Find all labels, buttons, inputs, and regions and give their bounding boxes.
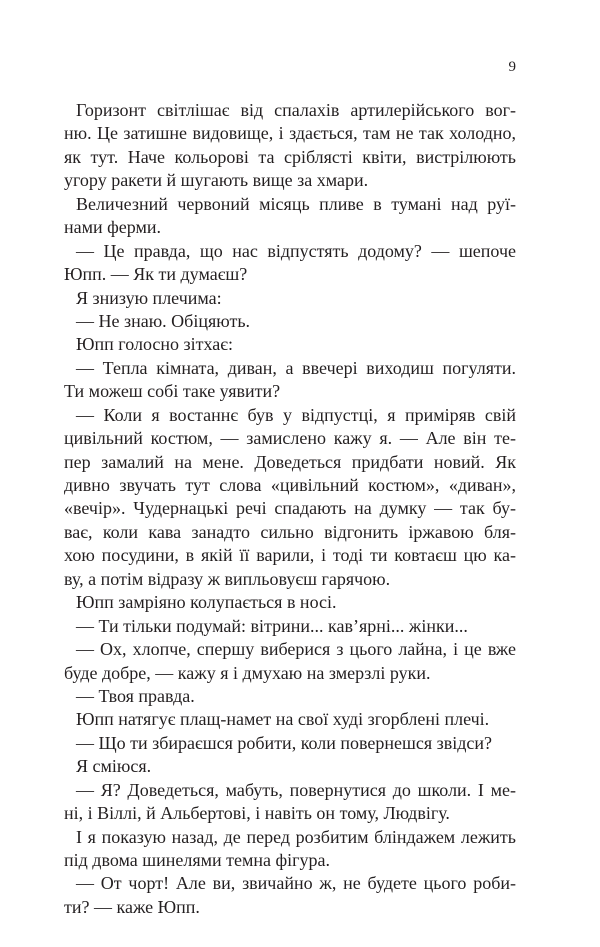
text-line: — Не знаю. Обіцяють.: [76, 310, 251, 331]
text-line: Я знизую плечима:: [76, 287, 222, 308]
text-line: Я сміюся.: [76, 756, 152, 777]
text-line: пер замалий на мене. Доведеться придбати новий. Як: [64, 451, 516, 472]
text-line: «вечір». Чудернацькі речі спадають на думку — так бу-: [64, 498, 516, 519]
text-line: — Коли я востаннє був у відпустці, я приміряв свій: [76, 404, 516, 425]
text-line: — Що ти збираєшся робити, коли повернешся звідси?: [76, 732, 493, 753]
text-line: — Твоя правда.: [76, 685, 195, 706]
text-line: дивно звучать тут слова «цивільний костюм», «диван»,: [64, 475, 516, 495]
text-line: — Тепла кімната, диван, а ввечері виходиш погуляти.: [76, 357, 516, 378]
text-line: буде добре, — кажу я і дмухаю на змерзлі руки.: [64, 662, 431, 683]
text-line: — Ох, хлопче, спершу виберися з цього лайна, і це вже: [76, 639, 516, 660]
text-line: — Ти тільки подумай: вітрини... кав’ярні... жінки...: [76, 615, 468, 636]
text-line: хою посудини, в якій її варили, і тоді ти ковтаєш цю ка-: [64, 545, 516, 566]
text-line: під двома шинелями темна фігура.: [64, 850, 331, 870]
text-line: ню. Це затишне видовище, і здається, там не так холодно,: [64, 123, 516, 144]
text-line: ву, а потім відразу ж випльовуєш гарячою.: [64, 568, 391, 589]
text-line: угору ракети й шугають вище за хмари.: [64, 170, 369, 191]
text-line: як тут. Наче кольорові та сріблясті квіти, вистрілюють: [64, 146, 516, 167]
text-line: Юпп замріяно колупається в носі.: [76, 592, 337, 613]
text-line: Горизонт світлішає від спалахів артилерійського вог-: [76, 100, 516, 120]
text-line: Юпп натягує плащ-намет на свої худі згорблені плечі.: [76, 709, 490, 730]
body-text: [64, 99, 516, 919]
page-number: 9: [508, 59, 516, 75]
text-line: Ти можеш собі таке уявити?: [64, 381, 281, 402]
text-line: Юпп. — Як ти думаєш?: [64, 264, 248, 285]
text-line: І я показую назад, де перед розбитим бліндажем лежить: [76, 826, 516, 847]
text-line: ні, і Віллі, й Альбертові, і навіть он тому, Людвігу.: [64, 803, 450, 824]
text-line: ває, коли кава занадто сильно відгонить іржавою бля-: [64, 521, 516, 542]
text-line: ти? — каже Юпп.: [64, 896, 200, 917]
text-line: Юпп голосно зітхає:: [76, 334, 233, 355]
text-line: — Це правда, що нас відпустять додому? — шепоче: [76, 240, 516, 261]
text-line: цивільний костюм, — замислено кажу я. — Але він те-: [64, 428, 516, 449]
text-line: — Я? Доведеться, мабуть, повернутися до школи. І ме-: [76, 779, 516, 800]
text-line: Величезний червоний місяць пливе в тумані над руї-: [76, 193, 516, 214]
text-line: — От чорт! Але ви, звичайно ж, не будете цього роби-: [76, 873, 516, 894]
text-line: нами ферми.: [64, 217, 162, 238]
